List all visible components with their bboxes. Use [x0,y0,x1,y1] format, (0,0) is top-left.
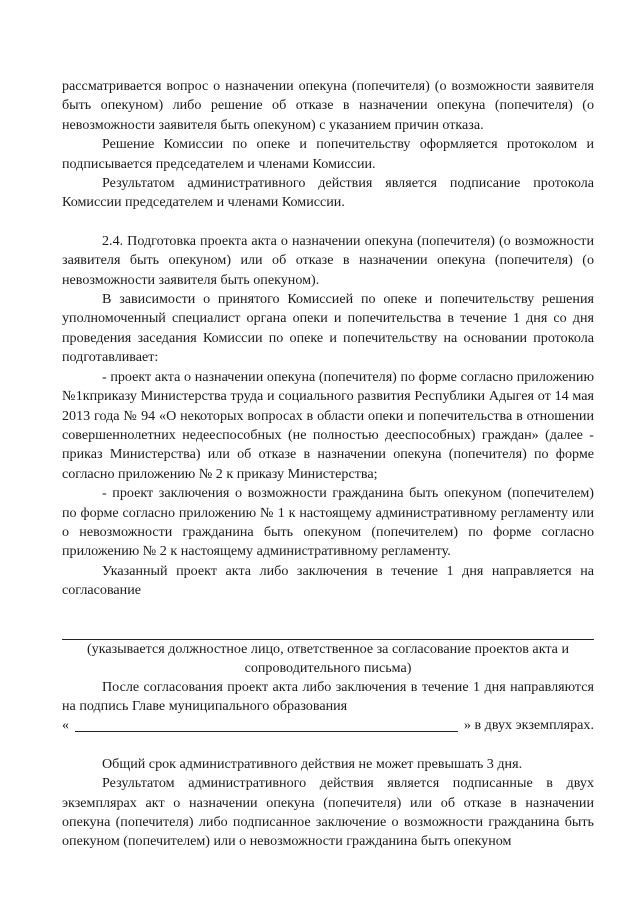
paragraph-10: Общий срок административного действия не может превышать 3 дня. [102,755,523,772]
approver-caption: (указывается должностное лицо, ответственное за согласование проектов акта и сопроводительного письма) [86,640,570,676]
spacer [62,601,594,639]
list-item-conclusion-draft: - проект заключения о возможности гражданина быть опекуном (попечителем) по форме согласно приложению № 1 к настоящему административному регламенту или о невозможности гражданина быть опекуном (попечителем) по форме согласно приложению № 2 к настоящему административному регламенту. [62,485,594,560]
quote-open: « [62,717,70,734]
paragraph-3: Результатом административного действия является подписание протокола Комиссии председателем и членами Комиссии. [62,175,594,211]
section-2-4-heading: 2.4. Подготовка проекта акта о назначении опекуна (попечителя) (о возможности заявителя быть опекуном) или об отказе в назначении опекуна (попечителя) (о невозможности заявителя быть опекуном). [62,232,594,288]
quote-close: » в двух экземплярах. [463,717,594,734]
paragraph-5: В зависимости о принятого Комиссией по опеке и попечительству решения уполномоченный специалист органа опеки и попечительства в течение 1 дня со дня проведения заседания Комиссии по опеке и попечительству на основании протокола подготавливает: [62,291,594,366]
paragraph-9: После согласования проект акта либо заключения в течение 1 дня направляются на подпись Главе муниципального образования [62,678,594,714]
signatory-blank [75,717,458,732]
paragraph-11: Результатом административного действия является подписанные в двух экземплярах акт о назначении опекуна (попечителя) или об отказе в назначении опекуна (попечителя) либо подписанное заключение о возможности гражданина быть опекуном (попечителем) или о невозможности гражданина быть опекуном [62,775,594,850]
spacer [62,736,594,755]
paragraph-2: Решение Комиссии по опеке и попечительству оформляется протоколом и подписывается председателем и членами Комиссии. [62,136,594,172]
list-item-act-draft: - проект акта о назначении опекуна (попечителя) по форме согласно приложению №1кприказу Министерства труда и социального развития Республики Адыгея от 14 мая 2013 года № 94 «О некоторых вопросах в области опеки и попечительства в отношении совершеннолетних недееспособных (не полностью дееспособных) граждан» (далее - приказ Министерства) или об отказе в назначении опекуна (попечителя) по форме согласно приложению № 2 к приказу Министерства; [62,368,594,482]
spacer [62,213,594,232]
signatory-line [62,716,594,735]
paragraph-1: рассматривается вопрос о назначении опекуна (попечителя) (о возможности заявителя быть опекуном) либо решение об отказе в назначении опекуна (попечителя) (о невозможности заявителя быть опекуном) с указанием причин отказа. [62,78,594,133]
paragraph-8: Указанный проект акта либо заключения в течение 1 дня направляется на согласование [62,562,594,599]
